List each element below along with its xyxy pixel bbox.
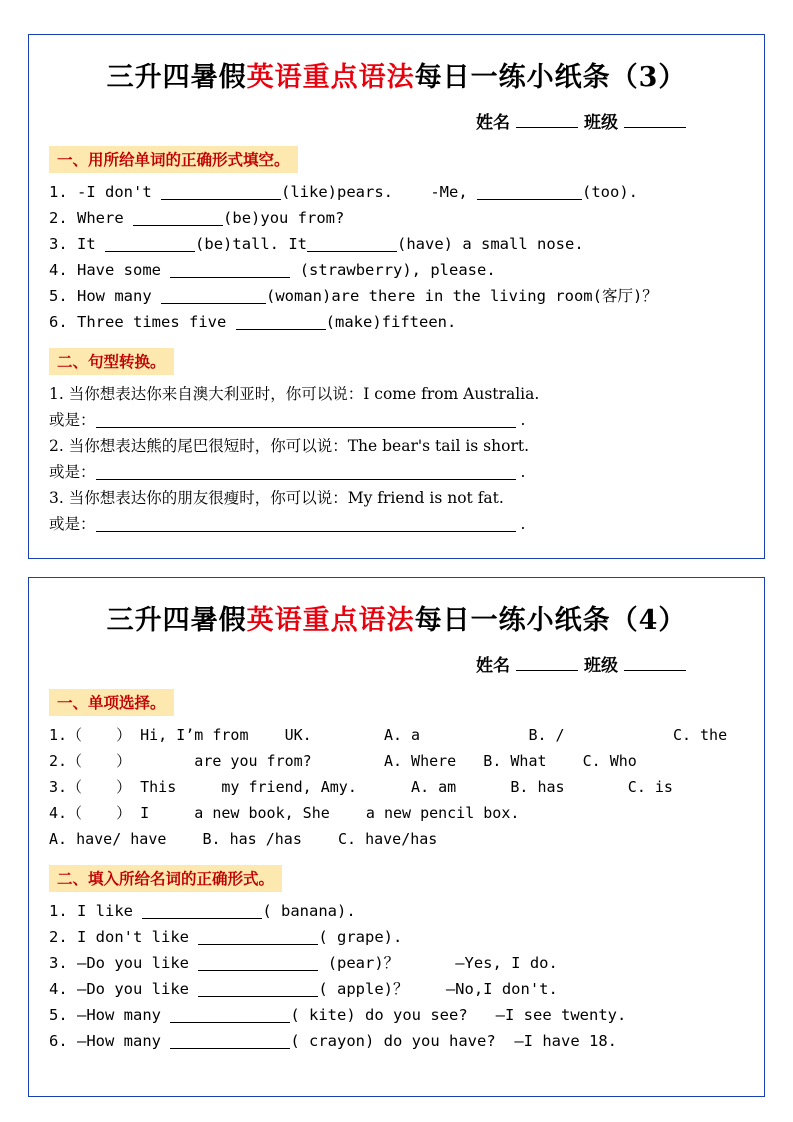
item-text-a: -I don't bbox=[77, 183, 152, 201]
choice-item bbox=[49, 800, 744, 826]
question-item bbox=[49, 898, 744, 924]
question-item bbox=[49, 1028, 744, 1054]
choice-paren-close: ） bbox=[116, 804, 132, 822]
item-text-c: —No,I don't. bbox=[445, 980, 558, 998]
transform-answer-row: 或是： . bbox=[49, 463, 526, 481]
worksheet-card-2 bbox=[28, 577, 765, 1097]
name-blank[interactable] bbox=[516, 112, 578, 128]
item-number: 2. bbox=[49, 209, 68, 227]
choice-number: 4.（ bbox=[49, 804, 83, 822]
question-item bbox=[49, 179, 744, 205]
item-text-b: (be)tall. It bbox=[195, 235, 308, 253]
name-blank[interactable] bbox=[516, 655, 578, 671]
item-text-b: ( kite) do you see? bbox=[290, 1006, 468, 1024]
class-label: 班级 bbox=[584, 113, 618, 133]
item-text-a: I like bbox=[77, 902, 134, 920]
item-text-b: ( crayon) do you have? bbox=[290, 1032, 496, 1050]
item-number: 5. bbox=[49, 287, 68, 305]
section-heading-2-1: 一、单项选择。 bbox=[49, 689, 174, 716]
answer-blank[interactable] bbox=[105, 236, 195, 252]
choice-paren-close: ） bbox=[116, 726, 132, 744]
item-number: 3. bbox=[49, 235, 68, 253]
item-text-a: I don't like bbox=[77, 928, 189, 946]
question-item bbox=[49, 976, 744, 1002]
question-item bbox=[49, 950, 744, 976]
choice-options-row[interactable]: A. have/ have B. has /has C. have/has bbox=[49, 830, 438, 848]
title-part-highlight: 英语重点语法 bbox=[246, 605, 415, 636]
answer-blank[interactable] bbox=[96, 412, 516, 428]
item-number: 1. bbox=[49, 183, 68, 201]
choice-number: 1.（ bbox=[49, 726, 83, 744]
answer-blank[interactable] bbox=[133, 210, 223, 226]
name-class-row-2 bbox=[49, 651, 744, 676]
item-number: 1. bbox=[49, 902, 68, 920]
item-number: 6. bbox=[49, 1032, 68, 1050]
answer-blank[interactable] bbox=[198, 955, 318, 971]
item-text-a: —Do you like bbox=[77, 954, 189, 972]
choice-number: 2.（ bbox=[49, 752, 83, 770]
question-item bbox=[49, 309, 744, 335]
choice-item bbox=[49, 722, 744, 748]
item-text-c: -Me, bbox=[430, 183, 468, 201]
item-text-b: ( banana). bbox=[262, 902, 356, 920]
answer-blank[interactable] bbox=[198, 929, 318, 945]
answer-blank[interactable] bbox=[161, 288, 266, 304]
answer-blank[interactable] bbox=[96, 516, 516, 532]
title-part-suffix: 每日一练小纸条（3） bbox=[414, 62, 687, 93]
choice-item bbox=[49, 748, 744, 774]
transform-prompt: 1. 当你想表达你来自澳大利亚时，你可以说：I come from Australia. bbox=[49, 385, 540, 403]
choice-paren-close: ） bbox=[116, 778, 132, 796]
answer-blank[interactable] bbox=[96, 464, 516, 480]
choice-stem: are you from? bbox=[140, 752, 312, 770]
answer-blank[interactable] bbox=[170, 1033, 290, 1049]
answer-blank[interactable] bbox=[198, 981, 318, 997]
question-item bbox=[49, 1002, 744, 1028]
question-item bbox=[49, 257, 744, 283]
worksheet-card-1 bbox=[28, 34, 765, 559]
class-blank[interactable] bbox=[624, 112, 686, 128]
choice-stem: I a new book, She a new pencil box. bbox=[140, 804, 520, 822]
answer-blank[interactable] bbox=[170, 262, 290, 278]
answer-label: 或是： bbox=[49, 411, 96, 429]
name-class-row-1 bbox=[49, 108, 744, 133]
section-heading-2-2: 二、填入所给名词的正确形式。 bbox=[49, 865, 282, 892]
section-heading-1-1: 一、用所给单词的正确形式填空。 bbox=[49, 146, 298, 173]
choice-stem: Hi, I’m from UK. bbox=[140, 726, 312, 744]
question-item bbox=[49, 924, 744, 950]
name-label: 姓名 bbox=[476, 113, 510, 133]
item-text-a: It bbox=[77, 235, 96, 253]
item-text-a: How many bbox=[77, 287, 152, 305]
item-text-b: (woman)are there in the living room(客厅)？ bbox=[266, 287, 658, 305]
item-text-c: —I see twenty. bbox=[495, 1006, 627, 1024]
title-part-highlight: 英语重点语法 bbox=[246, 62, 415, 93]
item-text-a: —Do you like bbox=[77, 980, 189, 998]
answer-blank[interactable] bbox=[170, 1007, 290, 1023]
name-label: 姓名 bbox=[476, 656, 510, 676]
page-title-1 bbox=[49, 55, 744, 94]
transform-answer-row: 或是： . bbox=[49, 411, 526, 429]
item-number: 4. bbox=[49, 261, 68, 279]
choice-paren-close: ） bbox=[116, 752, 132, 770]
answer-blank[interactable] bbox=[142, 903, 262, 919]
answer-label: 或是： bbox=[49, 515, 96, 533]
item-text-b: ( grape). bbox=[318, 928, 403, 946]
item-number: 2. bbox=[49, 928, 68, 946]
item-text-a: —How many bbox=[77, 1006, 162, 1024]
item-number: 5. bbox=[49, 1006, 68, 1024]
item-text-b: (pear)？ bbox=[327, 954, 400, 972]
item-number: 3. bbox=[49, 954, 68, 972]
item-number: 4. bbox=[49, 980, 68, 998]
question-item bbox=[49, 283, 744, 309]
choice-number: 3.（ bbox=[49, 778, 83, 796]
class-label: 班级 bbox=[584, 656, 618, 676]
title-part-suffix: 每日一练小纸条（4） bbox=[414, 605, 687, 636]
answer-label: 或是： bbox=[49, 463, 96, 481]
item-text-c: (have) a small nose. bbox=[397, 235, 584, 253]
item-text-a: Where bbox=[77, 209, 124, 227]
transform-answer-row: 或是： . bbox=[49, 515, 526, 533]
item-text-b: (like)pears. bbox=[281, 183, 393, 201]
choice-stem: This my friend, Amy. bbox=[140, 778, 357, 796]
question-item bbox=[49, 231, 744, 257]
item-text-d: (too). bbox=[582, 183, 638, 201]
title-part-prefix: 三升四暑假 bbox=[106, 605, 247, 636]
section-heading-1-2: 二、句型转换。 bbox=[49, 348, 174, 375]
choice-item bbox=[49, 774, 744, 800]
title-part-prefix: 三升四暑假 bbox=[106, 62, 247, 93]
answer-blank[interactable] bbox=[307, 236, 397, 252]
choice-options[interactable]: A. a B. / C. the bbox=[383, 726, 728, 744]
item-text-a: Have some bbox=[77, 261, 162, 279]
item-text-c: —Yes, I do. bbox=[455, 954, 558, 972]
item-text-a: —How many bbox=[77, 1032, 162, 1050]
class-blank[interactable] bbox=[624, 655, 686, 671]
item-text-b: ( apple)？ bbox=[318, 980, 409, 998]
item-text-a: Three times five bbox=[77, 313, 227, 331]
item-text-b: (strawberry), please. bbox=[299, 261, 496, 279]
item-text-c: —I have 18. bbox=[514, 1032, 617, 1050]
item-text-b: (make)fifteen. bbox=[325, 313, 457, 331]
transform-prompt: 3. 当你想表达你的朋友很瘦时，你可以说：My friend is not fat. bbox=[49, 489, 504, 507]
item-number: 6. bbox=[49, 313, 68, 331]
answer-blank[interactable] bbox=[161, 184, 281, 200]
choice-options[interactable]: A. Where B. What C. Who bbox=[383, 752, 637, 770]
question-item bbox=[49, 205, 744, 231]
answer-blank[interactable] bbox=[477, 184, 582, 200]
item-text-b: (be)you from? bbox=[223, 209, 345, 227]
answer-blank[interactable] bbox=[236, 314, 326, 330]
page-title-2 bbox=[49, 598, 744, 637]
choice-options[interactable]: A. am B. has C. is bbox=[411, 778, 673, 796]
transform-prompt: 2. 当你想表达熊的尾巴很短时，你可以说：The bear's tail is short. bbox=[49, 437, 530, 455]
